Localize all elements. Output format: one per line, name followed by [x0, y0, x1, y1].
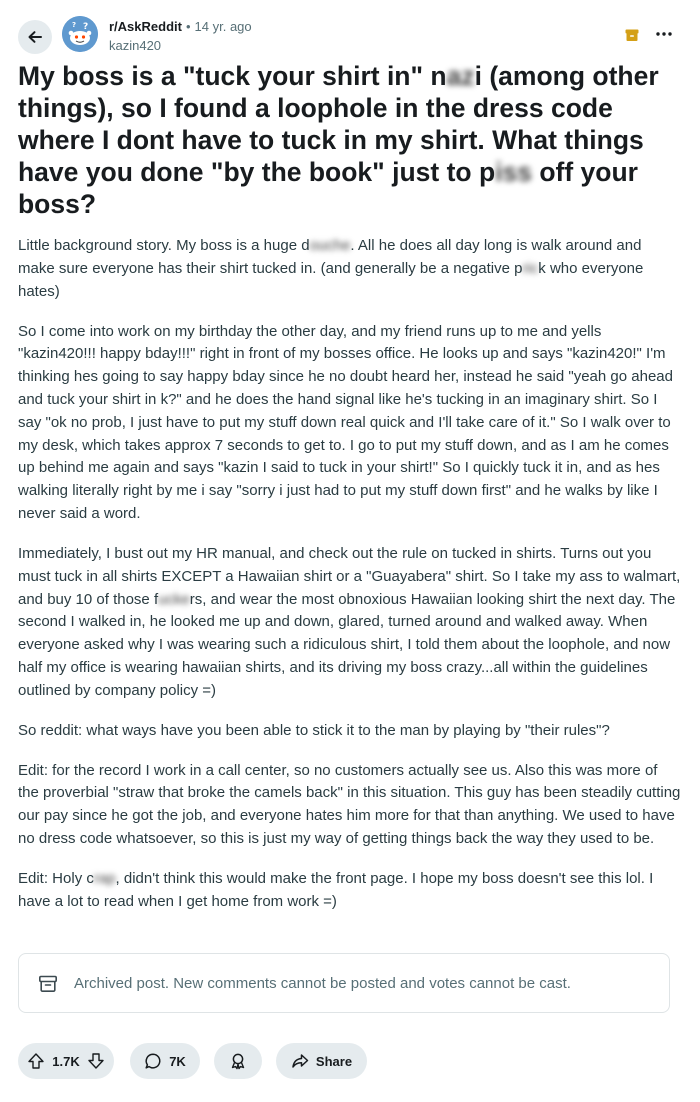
snoo-icon — [62, 16, 98, 52]
body-text-run: rs, and wear the most obnoxious Hawaiian looking shirt the next day. The second I walked in, he looked me up and down, glared, turned around and walked away. When everyone asked why I was wearing such a ridiculous shirt, I told them about the loophole, and now half my office is wearing hawaiian shirts, and its driving my boss crazy...all within the guidelines outlined by company policy =) — [18, 590, 676, 699]
body-text-run: k who everyone hates) — [18, 259, 644, 300]
ellipsis-icon — [656, 32, 672, 36]
body-text-run: So I come into work on my birthday the other day, and my friend runs up to me and yells "kazin420!!! happy bday!!!" right in front of my bosses office. He looks up and says "kazin420!" I'm thinking hes going to say happy bday since he no doubt heard her, instead he said "yeah go ahead and tuck your shirt in k?" and he does the hand signal like he's tucking in an imaginary shirt. So I say "ok no prob, I just have to put my stuff down real quick and I'll take care of it." So I walk over to my desk, which takes approx 7 seconds to get to. I go to put my stuff down, and as I am he comes up behind me again and says "kazin I said to tuck in your shirt!" So I quickly tuck it in, and as hes walking literally right by me i say "sorry i just had to put my stuff down first" and he walks by like I never said a word. — [18, 322, 673, 522]
svg-text:?: ? — [72, 21, 77, 29]
meta-separator: • — [185, 19, 191, 34]
body-text-run: So reddit: what ways have you been able to stick it to the man by playing by "their rules"? — [18, 721, 610, 739]
title-censored-word: iss — [495, 157, 532, 187]
archive-icon — [624, 27, 640, 43]
body-text-run: Immediately, I bust out my HR manual, and check out the rule on tucked in shirts. Turns out you must tuck in all shirts EXCEPT a Hawaiian shirt or a "Guayabera" shirt. So I take my ass to walmart, and buy 10 of those f — [18, 544, 681, 608]
award-button[interactable] — [214, 1043, 262, 1079]
back-button[interactable] — [18, 20, 52, 54]
censored-word: ouche — [309, 237, 351, 254]
body-text-run: Little background story. My boss is a huge d — [18, 237, 310, 254]
body-paragraph — [18, 720, 682, 743]
censored-word: rap — [93, 870, 116, 888]
more-options-button[interactable] — [652, 22, 676, 46]
award-icon — [229, 1052, 247, 1070]
post-meta — [109, 19, 252, 34]
title-text: My boss is a "tuck your shirt in" n — [18, 61, 447, 91]
body-paragraph — [18, 868, 682, 914]
comment-icon — [144, 1052, 162, 1070]
author-link[interactable]: kazin420 — [109, 38, 162, 53]
censored-word: ric — [522, 259, 539, 277]
archived-badge — [624, 27, 640, 43]
comment-count: 7K — [169, 1053, 186, 1069]
body-text-run: . All he does all day long is walk around and make sure everyone has their shirt tucked in. (and generally be a negative p — [18, 237, 642, 277]
svg-text:?: ? — [83, 22, 89, 32]
arrow-down-icon — [87, 1052, 105, 1070]
post-body — [18, 235, 682, 931]
body-paragraph — [18, 321, 682, 526]
body-text-run: Edit: Holy c — [18, 870, 94, 888]
archived-notice — [18, 953, 670, 1013]
censored-word: ucke — [158, 590, 190, 608]
body-text-run: Edit: for the record I work in a call center, so no customers actually see us. Also this was more of the proverbial "straw that broke the camels back" in this situation. This guy has been steadily cutting our pay since he got the job, and everyone hates him more for that than anything. We used to have no dress code whatsoever, so this is just my way of getting things back the way they used to be. — [18, 761, 681, 848]
title-text: i (among other things), so I found a loophole in the dress code where I dont have to tuck in my shirt. What things have you done "by the book" just to p — [18, 61, 659, 187]
share-label: Share — [315, 1053, 353, 1069]
post-header — [18, 16, 682, 58]
share-button[interactable] — [276, 1043, 367, 1079]
comments-button[interactable] — [130, 1043, 200, 1079]
body-paragraph — [18, 235, 682, 303]
arrow-left-icon — [26, 28, 44, 46]
body-text-run: , didn't think this would make the front page. I hope my boss doesn't see this lol. I have a lot to read when I get home from work =) — [18, 870, 654, 910]
subreddit-link[interactable]: r/AskReddit — [109, 19, 182, 34]
downvote-button[interactable] — [87, 1052, 105, 1070]
vote-count: 1.7K — [52, 1053, 80, 1069]
archived-notice-text: Archived post. New comments cannot be posted and votes cannot be cast. — [74, 975, 571, 992]
title-censored-word: az — [446, 61, 475, 91]
arrow-up-icon — [27, 1052, 45, 1070]
share-icon — [291, 1052, 309, 1070]
post-title — [18, 60, 682, 220]
body-paragraph — [18, 543, 682, 703]
vote-control — [18, 1043, 114, 1079]
upvote-button[interactable] — [27, 1052, 45, 1070]
body-paragraph — [18, 760, 682, 851]
subreddit-avatar[interactable] — [62, 16, 98, 52]
archive-box-icon — [38, 974, 58, 994]
title-text: off your boss? — [18, 157, 638, 219]
post-age: 14 yr. ago — [194, 19, 252, 34]
